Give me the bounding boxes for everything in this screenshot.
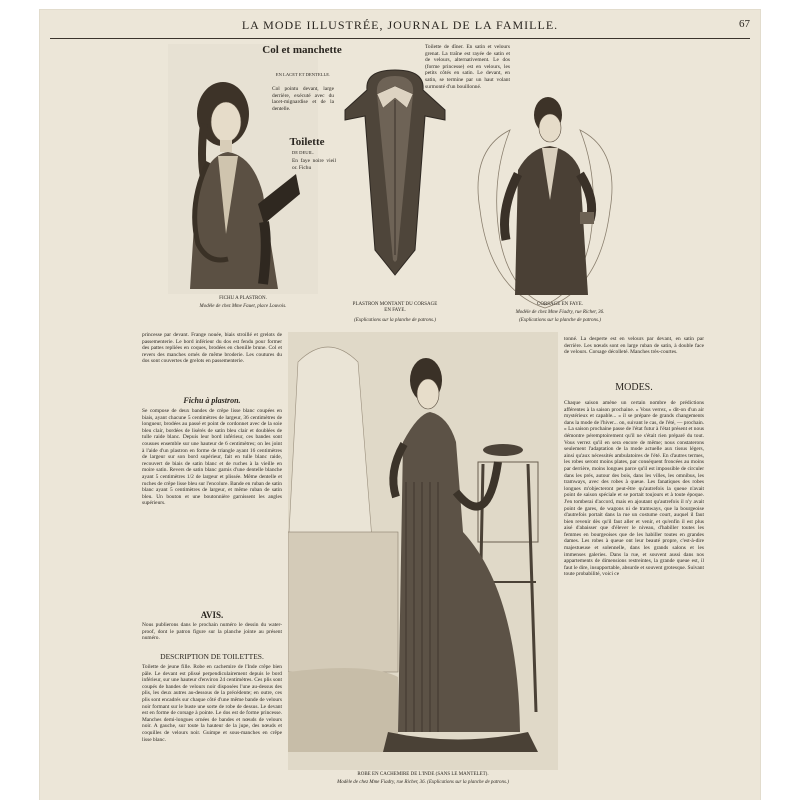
col-manchette-subtitle: EN LACET ET DENTELLE. [275, 72, 331, 77]
fichu-plastron-text: Se compose de deux bandes de crêpe lisse blanc coupées en biais, ayant chacune 5 centimètres de largeur, 36 centimètres de longueur, brodées au passé et point de cordonnet avec de la soie bleu clair, bordées de lisérés de satin bleu clair et doublées de tulle raide blanc. Depuis leur bord inférieur, ces bandes sont cousues ensemble sur une hauteur de 6 centimètres; on les joint à l'aide d'un plastron en forme de triangle ayant 16 centimètres de largeur sur son bord supérieur, fait en tulle blanc raide, recouvert de biais de satin blanc et de ruches à la vieille en moire satin. Revers de satin blanc garnis d'une dentelle blanche ayant 5 centimètres 1/2 de largeur et plissée. Même dentelle et ruches de crêpe lisse bleu sur l'encolure. Bande en ruban de satin blanc ayant 5 centimètres de largeur, et même ruban de satin bleu. Un bouton et une boutonnière garnissent les angles supérieurs. [142, 408, 282, 507]
corsage-reference: (Explications sur la planche de patrons.) [519, 318, 601, 323]
toilette-diner-text: Toilette de dîner. En satin et velours grenat. La traîne est rayée de satin et de velours, alternativement. Le dos (forme princesse) est en velours, les petits côtés en satin. Le devant, en satin, se termine par un haut volant surmonté d'un bouillonné. [425, 44, 510, 90]
page-header [40, 18, 760, 36]
robe-model-credit: Modèle de chez Mme Fiadry, rue Richer, 36. (Explications sur la planche de patrons.) [337, 780, 509, 785]
robe-caption: ROBE EN CACHEMIRE DE L'INDE (SANS LE MANTELET). [357, 772, 489, 777]
left-column-continuation: princesse par devant. Frange nouée, biais stroillé et grelots de passementerie. Le bord inférieur du dos est fendu pour former des pattes repliées en coques, brodées en chenille brune. Col et revers des manches ornés de même broderie. Les coutures du dos sont couvertes de grelots en passementerie. [142, 332, 282, 365]
robe-engraving [288, 332, 558, 770]
description-title: DESCRIPTION DE TOILETTES. [160, 652, 264, 661]
description-text: Toilette de jeune fille. Robe en cachemire de l'Inde crêpe bien pâle. Le devant est plissé perpendiculairement depuis le bord inférieur, sur une hauteur d'environ 24 centimètres. Ces plis sont coupés de bandes de velours noir disposées l'une au-dessus des plis, les deux autres au-dessous de la précédente; en outre, ces plis sont encadrés sur chaque côté d'une même bande de velours noir formant sur le buste une sorte de robe de dessus. Le devant est en forme de corsage à pointe. Le dos est de forme princesse. Manches demi-longues ornées de bandes et nœuds de velours noir. A gauche, sur toute la hauteur de la jupe, des nœuds et coquilles de velours noir. Guimpe et sous-manches en crêpe lisse blanc. [142, 664, 282, 743]
dress-text-continuation: tonné. La desperte est en velours par devant, en satin par derrière. Les nœuds sont en large ruban de satin, à double face de velours. Corsage décolleté. Manches très-courtes. [564, 336, 704, 356]
modes-text: Chaque saison amène un certain nombre de prédictions afférentes à la saison prochaine. « Vous verrez, » dit-on d'un air mystérieux et capable... « il se prépare de grands changements dans la mode de l'hiver... on, suivant le cas, de l'été, — prochain. » La saison prochaine passe de l'état futur à l'état présent et nous démontre péremptoirement qu'il ne s'était rien préparé du tout. Vous verrez qu'il en sera encore de même; nous constaterons seulement l'adaptation de la mode actuelle aux tissus légers, ainsi qu'aux nécessités ambulatoires de l'été. En d'autres termes, les robes seront moins plates, par conséquent froncées au moins par derrière, moins longues parce qu'il est impossible de circuler dans les prés, autour des bois, dans les villes, les omnibus, les tramways, avec des robes à queue. Les fanatiques des robes longues m'objecteront peut-être qu'autrefois la queue n'avait point de saison spéciale et se portait toujours et à toute époque. J'en tomberai d'accord, mais en ajoutant qu'autrefois il n'y avait point de gares, de wagons ni de tramways, que la bourgeoise d'autrefois portait dans la rue un costume court, auquel il faut bien revenir dès qu'il faut aller et venir, et qu'enfin il est plus aisé d'abaisser que d'élever le niveau, d'habiller toutes les femmes en bourgeoises que de les habiller toutes en grandes dames. Les robes à queue ont leur beauté propre, c'est-à-dire majestueuse et solennelle, dans les grands salons et les immenses galeries. Dans la rue, et souvent aussi dans nos appartements de dimensions restreintes, la grande queue est, il faut le dire, insupportable, absurde et souvent grotesque. Suivant toute probabilité, voici ce [564, 400, 704, 578]
corsage-model-credit: Modèle de chez Mme Fiadry, rue Richer, 36. [515, 310, 605, 315]
plastron-reference: (Explications sur la planche de patrons.) [354, 318, 436, 323]
toilette-deuil-subtitle: DE DEUIL. [291, 150, 315, 155]
fichu-model-credit: Modèle de chez Mme Fauet, place Louvois. [199, 304, 287, 309]
running-title: LA MODE ILLUSTRÉE, JOURNAL DE LA FAMILLE. [241, 18, 559, 32]
corsage-engraving [470, 90, 620, 310]
avis-title: AVIS. [200, 610, 224, 620]
modes-title: MODES. [615, 382, 653, 393]
fichu-plastron-title: Fichu à plastron. [183, 396, 241, 405]
toilette-deuil-title: Toilette [289, 136, 325, 148]
avis-text: Nous publierons dans le prochain numéro le dessin du water-proof, dont le patron figure sur la planche jointe au présent numéro. [142, 622, 282, 642]
col-manchette-title: Col et manchette [262, 44, 342, 56]
corsage-caption: CORSAGE EN FAYE. [537, 302, 583, 307]
toilette-deuil-text: En faye noire vieil or. Fichu [292, 158, 336, 171]
journal-page [40, 10, 760, 800]
plastron-caption: PLASTRON MONTANT DU CORSAGE EN FAYE. [352, 302, 438, 313]
fichu-caption: FICHU A PLASTRON. [219, 296, 267, 301]
page-number: 67 [739, 18, 750, 30]
header-rule [50, 38, 750, 39]
col-manchette-text: Col pointu devant, large derrière, exécuté avec du lacet-mignardise et de la dentelle. [272, 86, 334, 112]
